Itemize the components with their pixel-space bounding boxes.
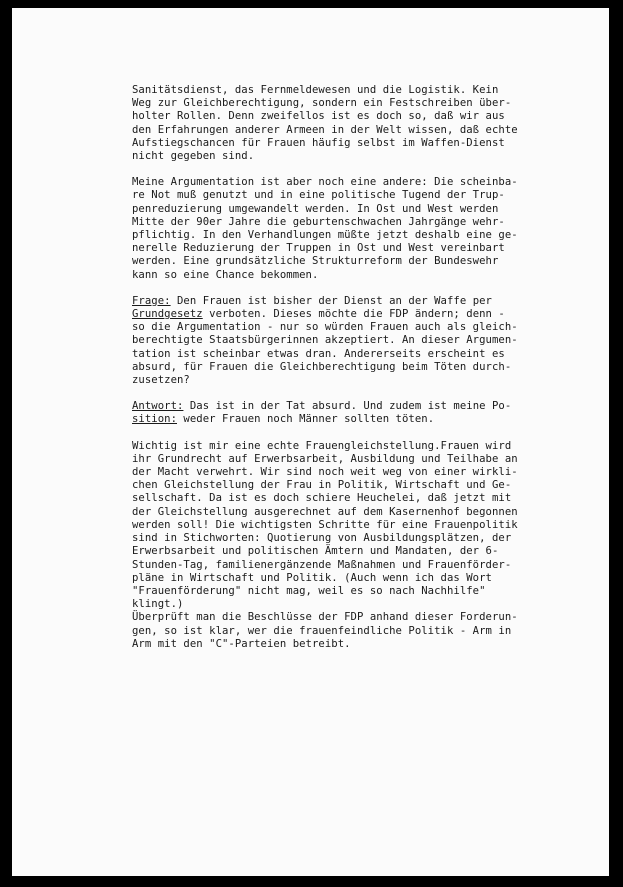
text-line: re Not muß genutzt und in eine politische Tugend der Trup- xyxy=(132,189,505,202)
text-line: der Macht verwehrt. Wir sind noch weit weg von einer wirkli- xyxy=(132,466,518,479)
paragraph-6 xyxy=(132,611,582,651)
text-line: gen, so ist klar, wer die frauenfeindliche Politik - Arm in xyxy=(132,624,512,637)
text-line xyxy=(132,400,582,413)
paragraph-question xyxy=(132,295,582,387)
text-line: absurd, für Frauen die Gleichberechtigung beim Töten durch- xyxy=(132,360,512,373)
document-page xyxy=(12,8,609,876)
text-line: Überprüft man die Beschlüsse der FDP anhand dieser Forderun- xyxy=(132,611,518,624)
text-line: Stunden-Tag, familienergänzende Maßnahmen und Frauenförder- xyxy=(132,558,512,571)
paragraph-answer xyxy=(132,400,582,426)
underlined-word: sition: xyxy=(132,413,177,426)
text-line xyxy=(132,308,582,321)
text-line: zusetzen? xyxy=(132,374,190,387)
text-line xyxy=(132,413,582,426)
text-line: tation ist scheinbar etwas dran. Andererseits erscheint es xyxy=(132,347,505,360)
answer-label: Antwort: xyxy=(132,400,184,413)
text-line: pläne in Wirtschaft und Politik. (Auch wenn ich das Wort xyxy=(132,571,492,584)
document-body xyxy=(132,84,582,664)
text-line: kann so eine Chance bekommen. xyxy=(132,268,319,281)
text-line: berechtigte Staatsbürgerinnen akzeptiert. An dieser Argumen- xyxy=(132,334,518,347)
text-line: penreduzierung umgewandelt werden. In Ost und West werden xyxy=(132,202,499,215)
text-line: sind in Stichworten: Quotierung von Ausbildungsplätzen, der xyxy=(132,532,512,545)
text-line: Mitte der 90er Jahre die geburtenschwachen Jahrgänge wehr- xyxy=(132,215,505,228)
text-line: ihr Grundrecht auf Erwerbsarbeit, Ausbildung und Teilhabe an xyxy=(132,452,518,465)
text-line: Arm mit den "C"-Parteien betreibt. xyxy=(132,637,351,650)
underlined-word: Grundgesetz xyxy=(132,308,203,321)
text-line: Meine Argumentation ist aber noch eine andere: Die scheinba- xyxy=(132,176,518,189)
paragraph-5 xyxy=(132,440,582,612)
text-line: nerelle Reduzierung der Truppen in Ost und West vereinbart xyxy=(132,242,505,255)
paragraph-1 xyxy=(132,84,582,163)
text-line: klingt.) xyxy=(132,598,184,611)
text-line xyxy=(132,295,582,308)
text-line: der Gleichstellung ausgerechnet auf dem Kasernenhof begonnen xyxy=(132,505,518,518)
text-line: Wichtig ist mir eine echte Frauengleichstellung.Frauen wird xyxy=(132,439,512,452)
answer-text: Das ist in der Tat absurd. Und zudem ist meine Po- xyxy=(183,400,512,413)
answer-text: weder Frauen noch Männer sollten töten. xyxy=(177,413,435,426)
question-label: Frage: xyxy=(132,294,171,307)
text-line: holter Rollen. Denn zweifellos ist es doch so, daß wir aus xyxy=(132,110,505,123)
question-text: verboten. Dieses möchte die FDP ändern; denn - xyxy=(202,308,505,321)
text-line: Erwerbsarbeit und politischen Ämtern und Mandaten, der 6- xyxy=(132,545,499,558)
text-line: pflichtig. In den Verhandlungen müßte jetzt deshalb eine ge- xyxy=(132,229,518,242)
text-line: Weg zur Gleichberechtigung, sondern ein Festschreiben über- xyxy=(132,97,512,110)
paragraph-2 xyxy=(132,176,582,282)
text-line: chen Gleichstellung der Frau in Politik, Wirtschaft und Ge- xyxy=(132,479,512,492)
text-line: Aufstiegschancen für Frauen häufig selbst im Waffen-Dienst xyxy=(132,136,505,149)
text-line: Sanitätsdienst, das Fernmeldewesen und die Logistik. Kein xyxy=(132,84,499,96)
question-text: Den Frauen ist bisher der Dienst an der Waffe per xyxy=(170,294,492,307)
text-line: den Erfahrungen anderer Armeen in der Welt wissen, daß echte xyxy=(132,123,518,136)
text-line: werden soll! Die wichtigsten Schritte für eine Frauenpolitik xyxy=(132,518,518,531)
text-line: "Frauenförderung" nicht mag, weil es so nach Nachhilfe" xyxy=(132,584,486,597)
text-line: werden. Eine grundsätzliche Strukturreform der Bundeswehr xyxy=(132,255,499,268)
text-line: nicht gegeben sind. xyxy=(132,150,255,163)
text-line: so die Argumentation - nur so würden Frauen auch als gleich- xyxy=(132,321,518,334)
text-line: sellschaft. Da ist es doch schiere Heuchelei, daß jetzt mit xyxy=(132,492,512,505)
